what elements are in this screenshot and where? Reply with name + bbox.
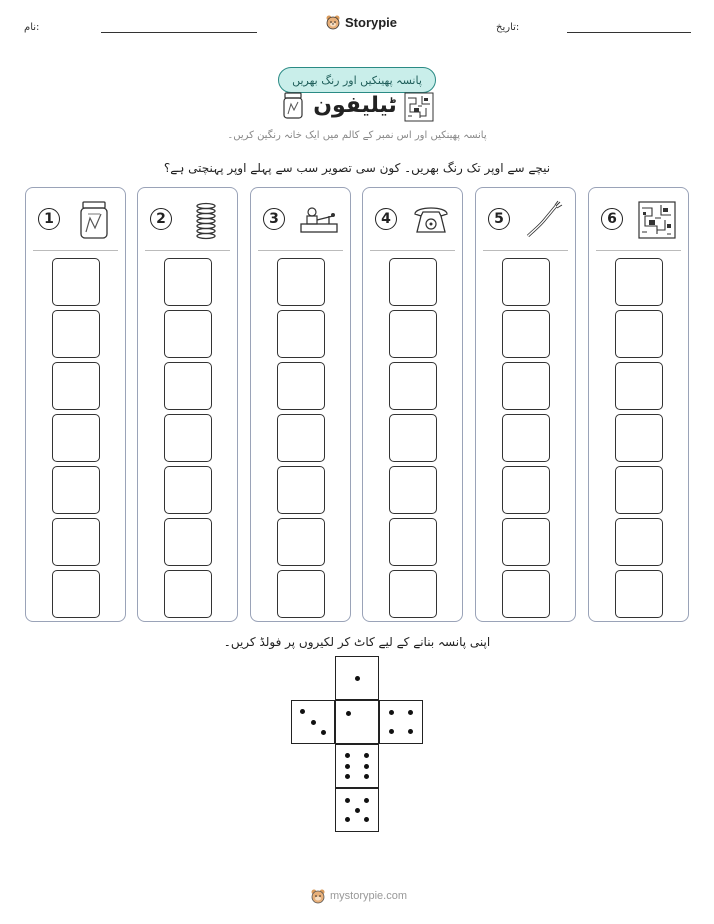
footer-brand (310, 888, 407, 904)
color-cell[interactable] (52, 258, 100, 306)
title-jar-icon (282, 92, 304, 120)
color-cell[interactable] (52, 362, 100, 410)
dice-face-3 (291, 700, 335, 744)
color-cell[interactable] (502, 414, 550, 462)
color-cell[interactable] (52, 414, 100, 462)
color-cell[interactable] (389, 466, 437, 514)
color-cell[interactable] (52, 466, 100, 514)
spring-icon (186, 200, 226, 240)
color-cell[interactable] (164, 414, 212, 462)
color-cell[interactable] (502, 258, 550, 306)
date-line[interactable] (567, 32, 691, 33)
color-cell[interactable] (389, 362, 437, 410)
color-cell[interactable] (277, 466, 325, 514)
name-label: نام: (24, 22, 40, 33)
page-title: ٹیلیفون (313, 93, 397, 118)
color-cell[interactable] (277, 310, 325, 358)
color-cell[interactable] (502, 310, 550, 358)
bear-logo-icon (310, 888, 326, 904)
color-cell[interactable] (502, 362, 550, 410)
dice-face-5 (335, 788, 379, 832)
color-cell[interactable] (389, 310, 437, 358)
color-cell[interactable] (502, 570, 550, 618)
color-cell[interactable] (615, 570, 663, 618)
color-cell[interactable] (277, 518, 325, 566)
color-cell[interactable] (389, 570, 437, 618)
telephone-icon (411, 200, 451, 240)
column-3 (250, 187, 351, 622)
color-cell[interactable] (389, 414, 437, 462)
color-cell[interactable] (615, 362, 663, 410)
column-number: 4 (375, 208, 397, 230)
color-cell[interactable] (502, 466, 550, 514)
color-cell[interactable] (164, 362, 212, 410)
column-number: 1 (38, 208, 60, 230)
question-text: نیچے سے اوپر تک رنگ بھریں۔ کون سی تصویر سب سے پہلے اوپر پہنچتی ہے؟ (163, 161, 551, 175)
column-2 (137, 187, 238, 622)
bear-logo-icon (325, 14, 341, 30)
color-cell[interactable] (389, 518, 437, 566)
color-cell[interactable] (615, 310, 663, 358)
column-number: 2 (150, 208, 172, 230)
color-cell[interactable] (277, 570, 325, 618)
color-cell[interactable] (277, 414, 325, 462)
column-5 (475, 187, 576, 622)
wire-icon (524, 200, 564, 240)
color-cell[interactable] (164, 518, 212, 566)
fold-instruction: اپنی پانسہ بنانے کے لیے کاٹ کر لکیروں پر فولڈ کریں۔ (223, 635, 491, 649)
name-line[interactable] (101, 32, 257, 33)
color-cell[interactable] (52, 310, 100, 358)
column-number: 5 (488, 208, 510, 230)
column-6 (588, 187, 689, 622)
color-cell[interactable] (615, 414, 663, 462)
column-number: 6 (601, 208, 623, 230)
color-cell[interactable] (277, 362, 325, 410)
circuit-board-icon (637, 200, 677, 240)
color-cell[interactable] (389, 258, 437, 306)
jar-icon (74, 200, 114, 240)
title-circuit-icon (404, 92, 434, 122)
dice-face-1 (335, 700, 379, 744)
color-cell[interactable] (164, 570, 212, 618)
date-label: تاریخ: (496, 22, 520, 33)
activity-pill: پانسہ پھینکیں اور رنگ بھریں (278, 67, 436, 93)
color-cell[interactable] (52, 518, 100, 566)
color-cell[interactable] (164, 258, 212, 306)
color-cell[interactable] (615, 258, 663, 306)
page-subtitle: پانسہ پھینکیں اور اس نمبر کے کالم میں ایک خانہ رنگین کریں۔ (227, 130, 487, 141)
dice-face-6 (335, 744, 379, 788)
column-number: 3 (263, 208, 285, 230)
telegraph-icon (299, 200, 339, 240)
dice-face-1 (335, 656, 379, 700)
brand-logo (325, 14, 397, 30)
color-cell[interactable] (52, 570, 100, 618)
color-cell[interactable] (164, 466, 212, 514)
dice-face-4 (379, 700, 423, 744)
column-4 (362, 187, 463, 622)
color-cell[interactable] (615, 466, 663, 514)
color-cell[interactable] (502, 518, 550, 566)
color-cell[interactable] (164, 310, 212, 358)
footer-url[interactable]: mystorypie.com (330, 890, 408, 902)
column-1 (25, 187, 126, 622)
color-cell[interactable] (277, 258, 325, 306)
color-cell[interactable] (615, 518, 663, 566)
brand-name: Storypie (345, 14, 398, 30)
